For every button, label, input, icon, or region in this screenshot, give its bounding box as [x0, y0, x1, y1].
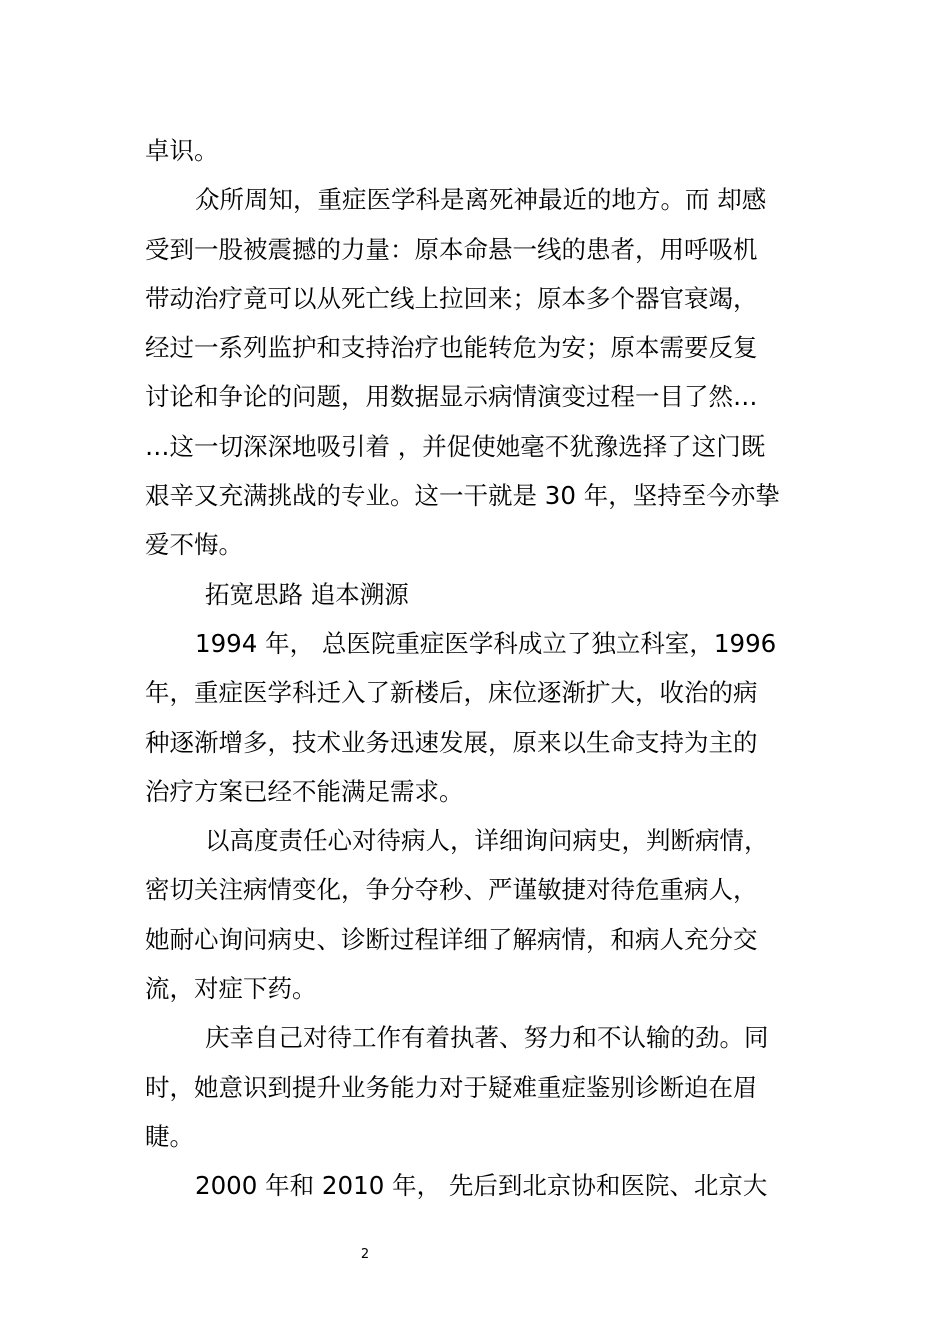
- text-line: 密切关注病情变化，争分夺秒、严谨敏捷对待危重病人，: [145, 875, 758, 905]
- text-line: 她耐心询问病史、诊断过程详细了解病情，和病人充分交: [145, 924, 758, 954]
- text-line: 艰辛又充满挑战的专业。这一干就是 30 年，坚持至今亦挚: [145, 481, 780, 511]
- text-line: 流，对症下药。: [145, 974, 317, 1004]
- text-line: 爱不悔。: [145, 530, 243, 560]
- text-line: 年，重症医学科迁入了新楼后，床位逐渐扩大，收治的病: [145, 678, 758, 708]
- text-line: 众所周知，重症医学科是离死神最近的地方。而 却感: [195, 185, 767, 215]
- text-line: 受到一股被震撼的力量：原本命悬一线的患者，用呼吸机: [145, 234, 758, 264]
- text-line: 1994 年， 总医院重症医学科成立了独立科室，1996: [195, 628, 777, 658]
- page-number: 2: [360, 1247, 370, 1262]
- text-line: …这一切深深地吸引着 ，并促使她毫不犹豫选择了这门既: [145, 431, 766, 461]
- text-line: 时，她意识到提升业务能力对于疑难重症鉴别诊断迫在眉: [145, 1072, 758, 1102]
- text-line: 2000 年和 2010 年， 先后到北京协和医院、北京大: [195, 1171, 768, 1201]
- text-line: 种逐渐增多，技术业务迅速发展，原来以生命支持为主的: [145, 727, 758, 757]
- body-text: [145, 126, 807, 1211]
- text-line: 睫。: [145, 1121, 194, 1151]
- text-line: 讨论和争论的问题，用数据显示病情演变过程一目了然…: [145, 382, 758, 412]
- text-line: 带动治疗竟可以从死亡线上拉回来；原本多个器官衰竭，: [145, 283, 758, 313]
- text-line: 庆幸自己对待工作有着执著、努力和不认输的劲。同: [205, 1023, 769, 1053]
- text-line: 经过一系列监护和支持治疗也能转危为安；原本需要反复: [145, 333, 758, 363]
- section-heading: 拓宽思路 追本溯源: [205, 579, 409, 609]
- text-line: 卓识。: [145, 136, 219, 165]
- text-line: 以高度责任心对待病人，详细询问病史，判断病情，: [205, 826, 769, 856]
- text-line: 治疗方案已经不能满足需求。: [145, 776, 464, 806]
